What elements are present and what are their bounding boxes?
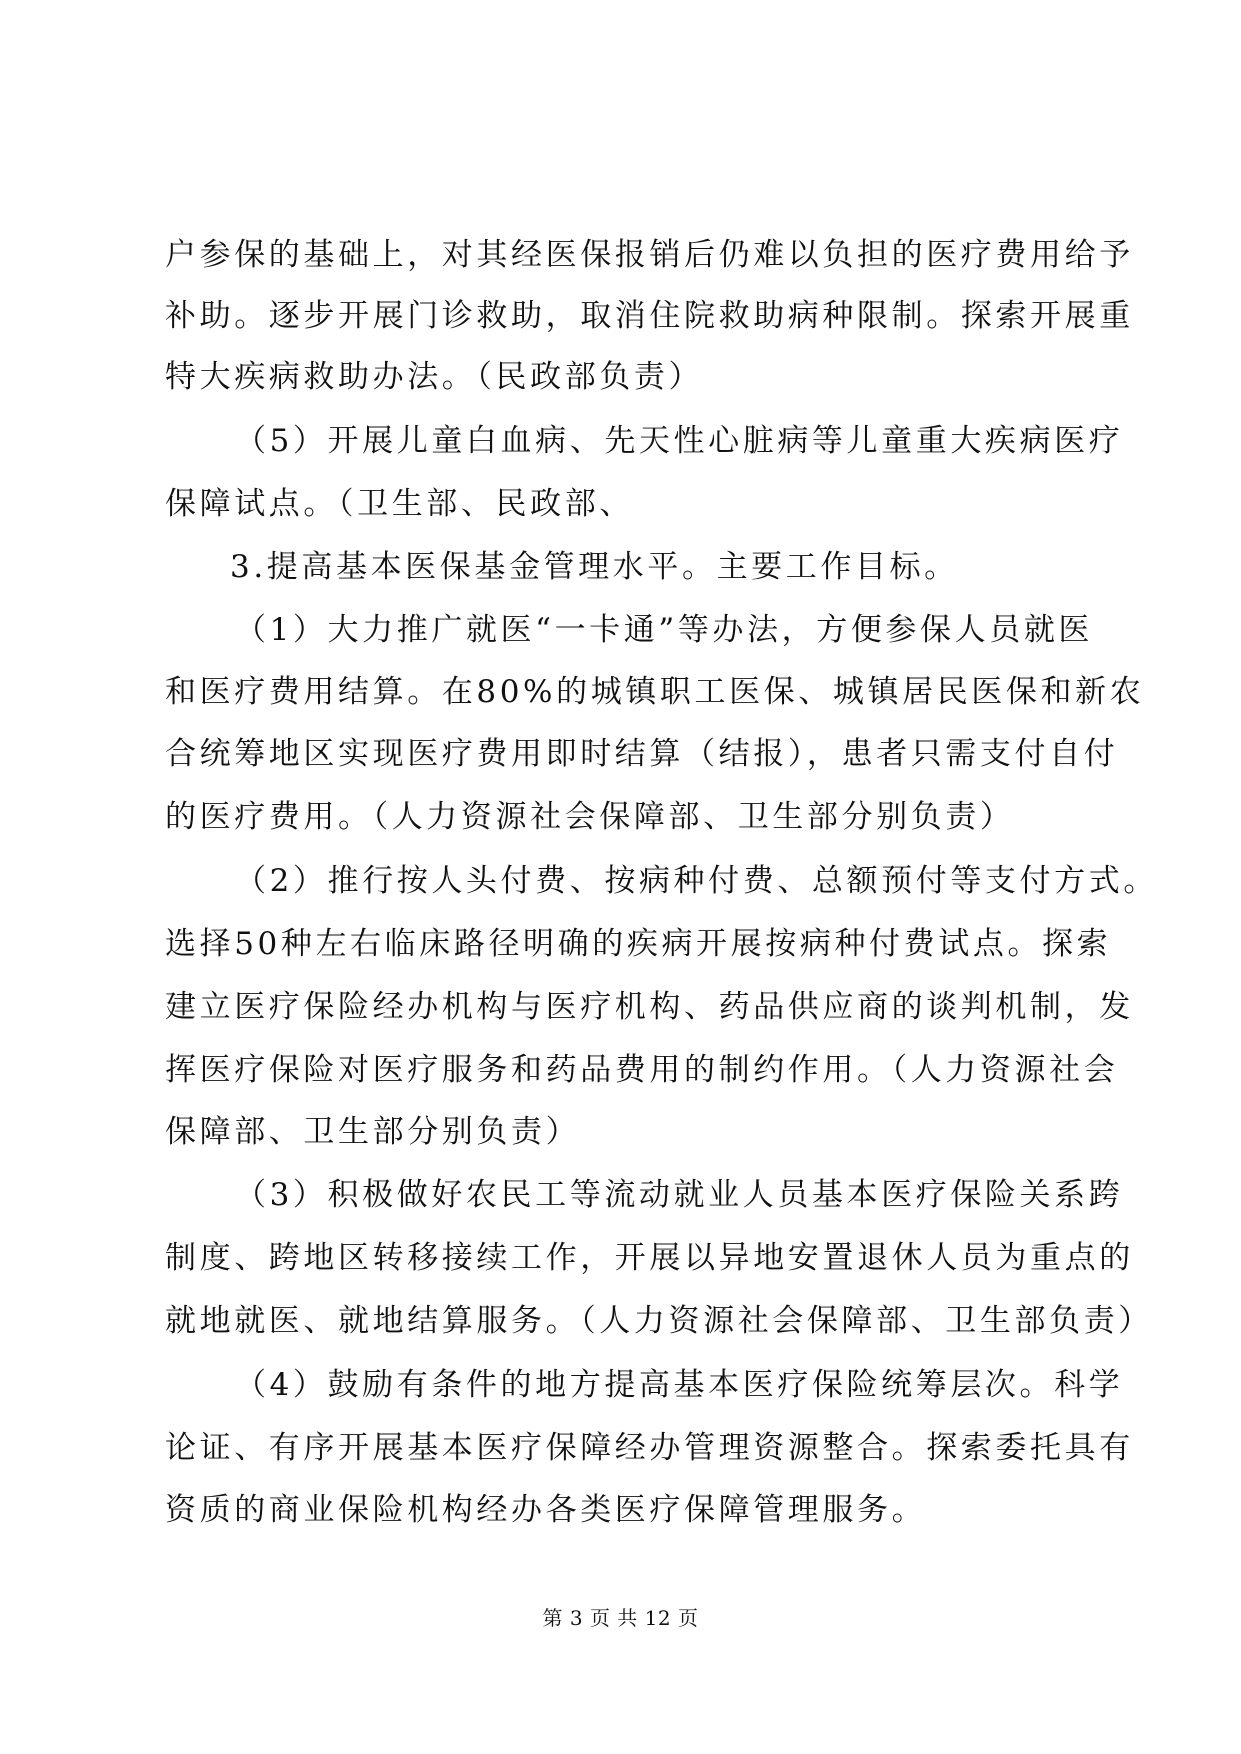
body-text-line: 制度、跨地区转移接续工作，开展以异地安置退休人员为重点的 bbox=[165, 1240, 1134, 1276]
paragraph-start-line: （4）鼓励有条件的地方提高基本医疗保险统筹层次。科学 bbox=[235, 1367, 1124, 1403]
body-text-line: 和医疗费用结算。在80%的城镇职工医保、城镇居民医保和新农 bbox=[165, 674, 1145, 710]
body-text-line: 的医疗费用。（人力资源社会保障部、卫生部分别负责） bbox=[165, 799, 1015, 835]
section-heading: 3.提高基本医保基金管理水平。主要工作目标。 bbox=[230, 549, 959, 585]
paragraph-start-line: （2）推行按人头付费、按病种付费、总额预付等支付方式。 bbox=[235, 863, 1158, 899]
body-text-line: 资质的商业保险机构经办各类医疗保障管理服务。 bbox=[165, 1492, 927, 1528]
paragraph-start-line: （1）大力推广就医“一卡通”等办法，方便参保人员就医 bbox=[235, 612, 1094, 648]
body-text-line: 建立医疗保险经办机构与医疗机构、药品供应商的谈判机制，发 bbox=[165, 989, 1134, 1025]
body-text-line: 挥医疗保险对医疗服务和药品费用的制约作用。（人力资源社会 bbox=[165, 1052, 1119, 1088]
body-text-line: 保障试点。（卫生部、民政部、 bbox=[165, 486, 634, 522]
body-text-line: 户参保的基础上，对其经医保报销后仍难以负担的医疗费用给予 bbox=[165, 237, 1134, 273]
body-text-line: 保障部、卫生部分别负责） bbox=[165, 1114, 581, 1150]
paragraph-start-line: （5）开展儿童白血病、先天性心脏病等儿童重大疾病医疗 bbox=[235, 423, 1124, 459]
body-text-line: 就地就医、就地结算服务。（人力资源社会保障部、卫生部负责） bbox=[165, 1303, 1153, 1339]
body-text-line: 论证、有序开展基本医疗保障经办管理资源整合。探索委托具有 bbox=[165, 1430, 1134, 1466]
page-number-footer: 第 3 页 共 12 页 bbox=[542, 1606, 699, 1630]
body-text-line: 选择50种左右临床路径明确的疾病开展按病种付费试点。探索 bbox=[165, 926, 1112, 962]
body-text-line: 合统筹地区实现医疗费用即时结算（结报），患者只需支付自付 bbox=[165, 736, 1119, 772]
paragraph-start-line: （3）积极做好农民工等流动就业人员基本医疗保险关系跨 bbox=[235, 1177, 1124, 1213]
body-text-line: 补助。逐步开展门诊救助，取消住院救助病种限制。探索开展重 bbox=[165, 298, 1134, 334]
body-text-line: 特大疾病救助办法。（民政部负责） bbox=[165, 359, 704, 395]
